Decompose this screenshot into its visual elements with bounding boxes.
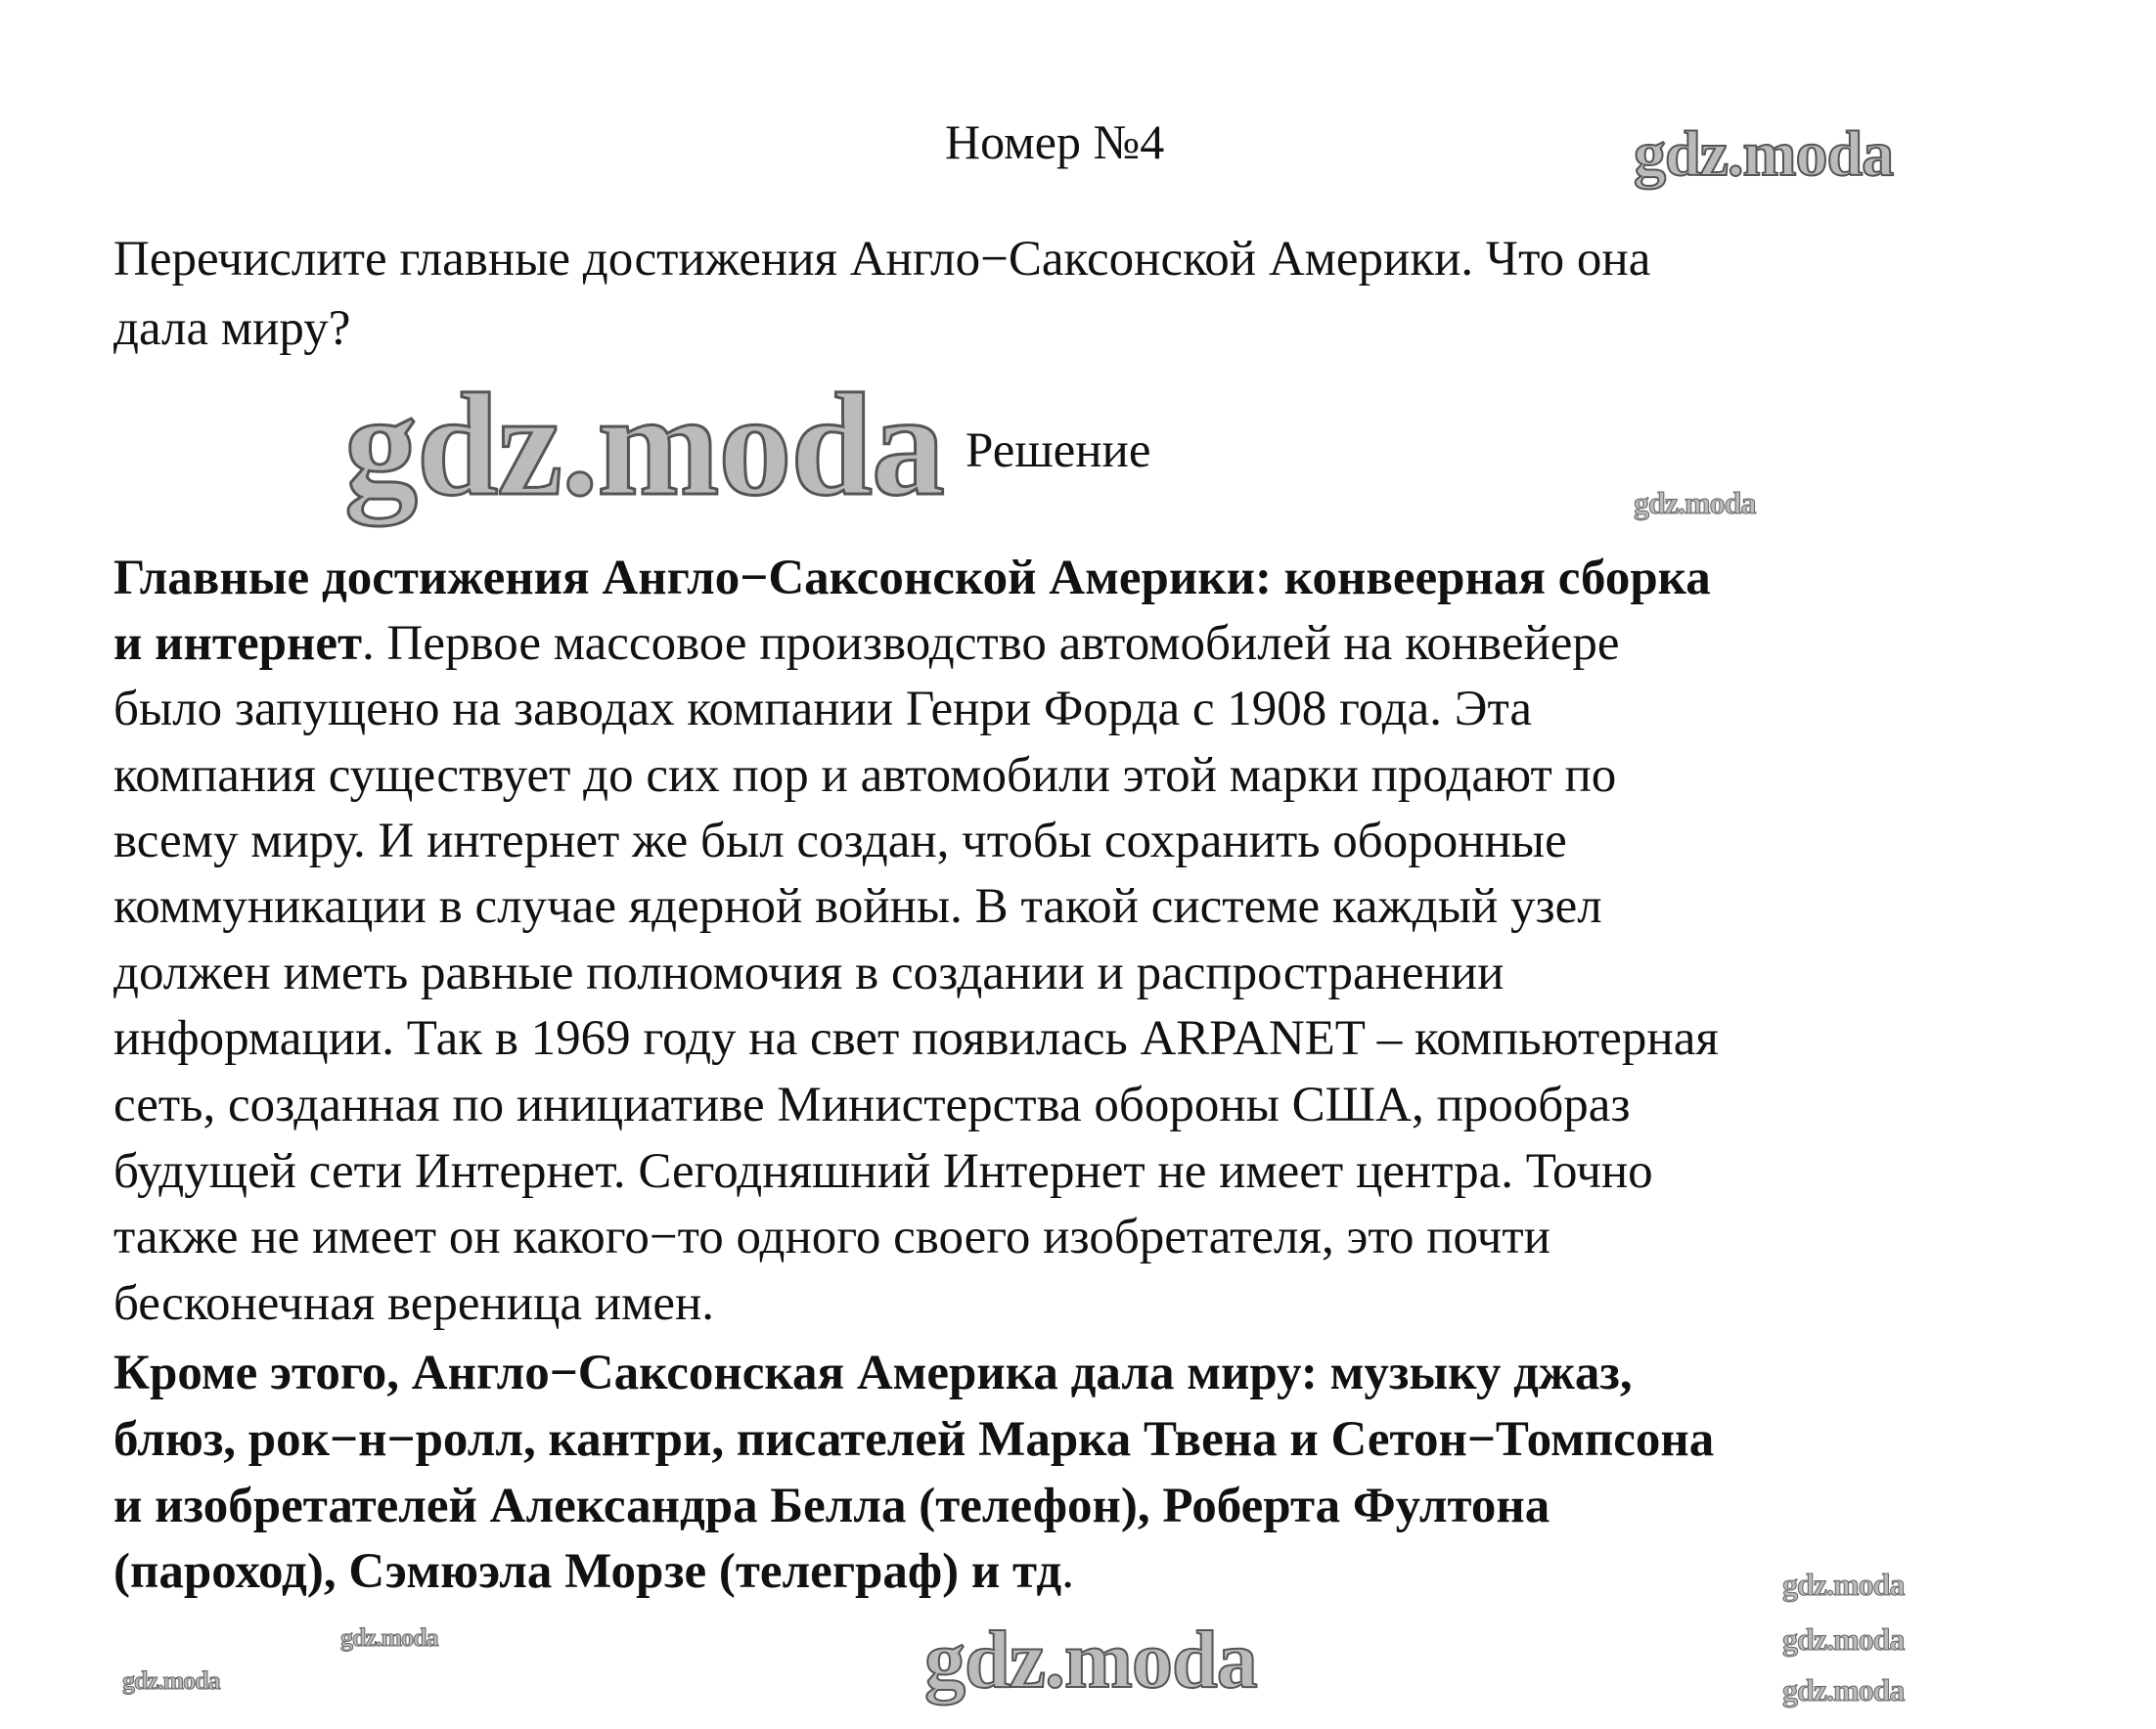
para1-line: информации. Так в 1969 году на свет появилась ARPANET – компьютерная	[113, 1011, 1719, 1066]
watermark-small: gdz.moda	[122, 1666, 220, 1695]
para1-line: было запущено на заводах компании Генри Форда с 1908 года. Эта	[113, 682, 1533, 736]
para1-line	[113, 616, 1620, 671]
para2-line	[113, 1544, 1074, 1599]
para2-line: и изобретателей Александра Белла (телефон), Роберта Фултона	[113, 1479, 1550, 1533]
para1-line: сеть, созданная по инициативе Министерства обороны США, прообраз	[113, 1078, 1631, 1132]
para1-line: бесконечная вереница имен.	[113, 1276, 715, 1331]
para1-line: должен иметь равные полномочия в создании и распространении	[113, 946, 1505, 1000]
para1-line: всему миру. И интернет же был создан, чтобы сохранить оборонные	[113, 814, 1567, 868]
para1-line: компания существует до сих пор и автомобили этой марки продают по	[113, 748, 1617, 803]
para1-line: коммуникации в случае ядерной войны. В такой системе каждый узел	[113, 879, 1602, 934]
para1-bold-line: Главные достижения Англо−Саксонской Америки: конвеерная сборка	[113, 551, 1711, 605]
para1-bold-end: и интернет	[113, 616, 363, 671]
para2-line: блюз, рок−н−ролл, кантри, писателей Марка Твена и Сетон−Томпсона	[113, 1412, 1715, 1467]
para1-line: будущей сети Интернет. Сегодняшний Интернет не имеет центра. Точно	[113, 1144, 1653, 1199]
question-line-1: Перечислите главные достижения Англо−Саксонской Америки. Что она	[113, 232, 1651, 287]
page-title: Номер №4	[945, 114, 1165, 169]
para2-last-bold: (пароход), Сэмюэла Морзе (телеграф) и тд	[113, 1544, 1062, 1599]
watermark-large: gdz.moda	[344, 364, 944, 526]
watermark-small: gdz.moda	[1634, 485, 1756, 520]
watermark-small: gdz.moda	[1782, 1621, 1905, 1657]
question-line-2: дала миру?	[113, 301, 351, 356]
para1-rest: . Первое массовое производство автомобилей на конвейере	[362, 616, 1620, 671]
watermark-middle: gdz.moda	[924, 1615, 1257, 1706]
para1-line: также не имеет он какого−то одного своего изобретателя, это почти	[113, 1210, 1550, 1264]
watermark-small: gdz.moda	[1782, 1567, 1905, 1602]
solution-label: Решение	[966, 423, 1151, 478]
watermark-small: gdz.moda	[340, 1623, 438, 1652]
para2-end: .	[1061, 1544, 1074, 1599]
watermark-small: gdz.moda	[1782, 1672, 1905, 1707]
para2-line: Кроме этого, Англо−Саксонская Америка дала миру: музыку джаз,	[113, 1346, 1633, 1400]
watermark-top-right: gdz.moda	[1634, 118, 1894, 190]
